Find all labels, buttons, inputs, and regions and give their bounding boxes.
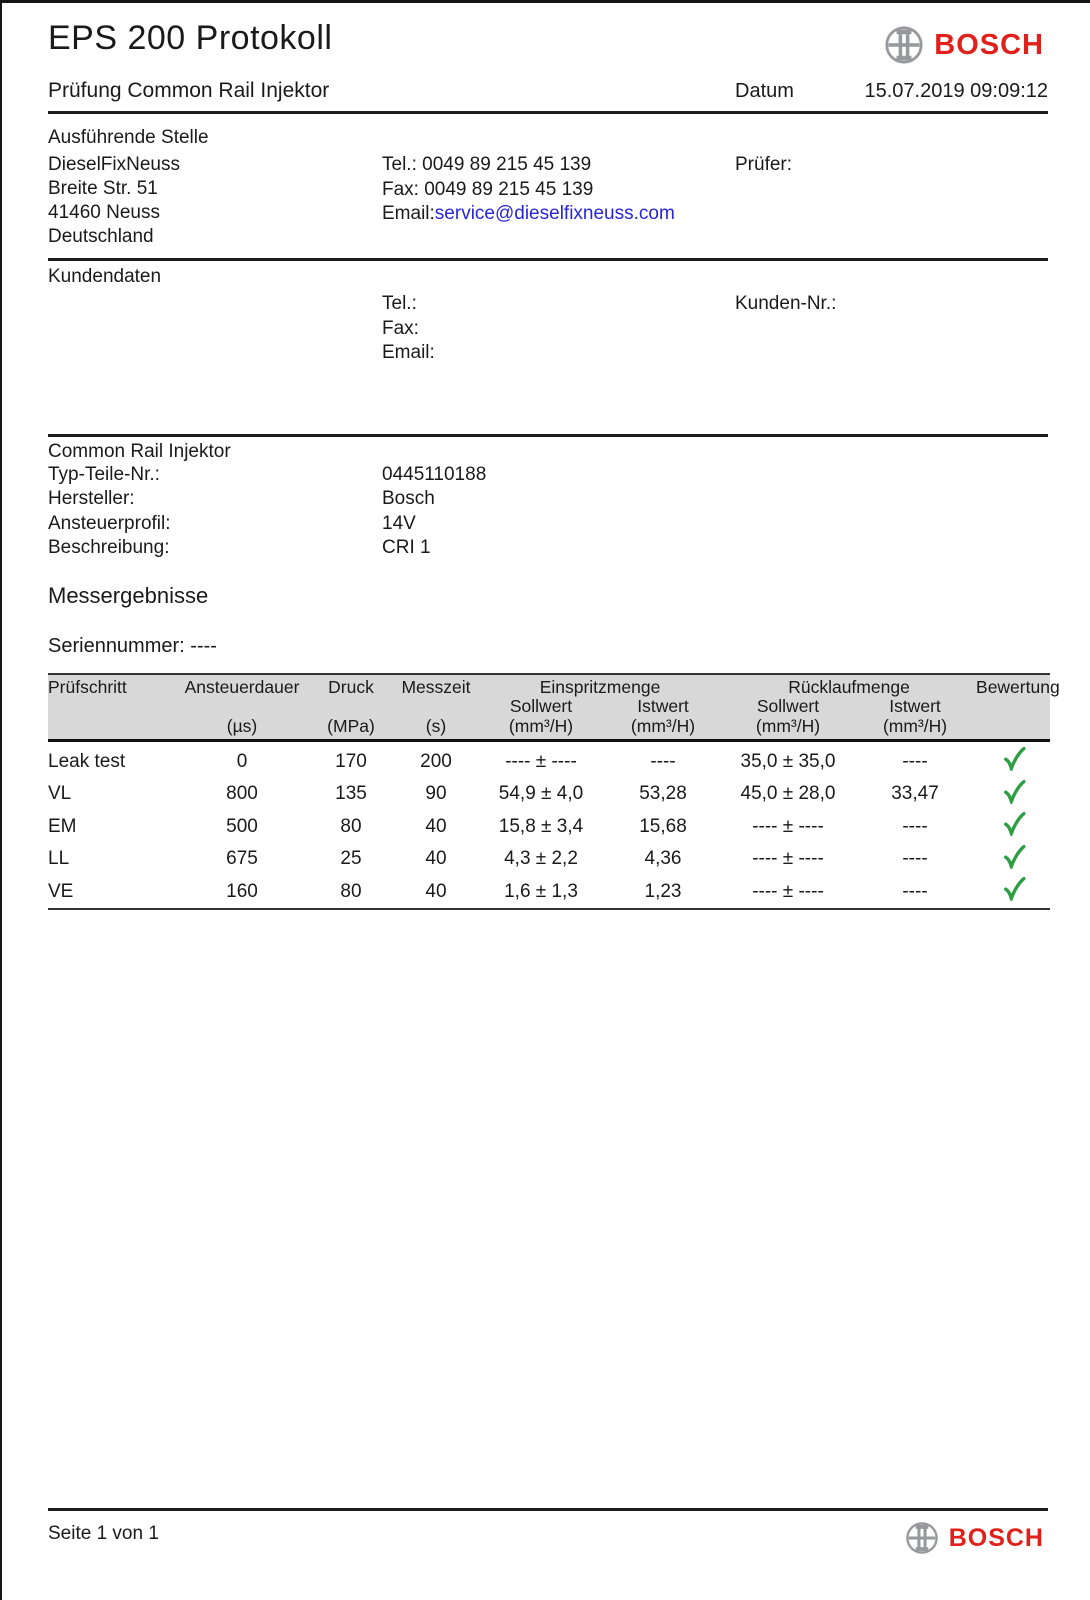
cell-rucklauf-ist: ---- [902, 848, 928, 869]
cell-rucklauf-soll: 35,0 ± 35,0 [722, 741, 854, 778]
customer-number-label: Kunden-Nr.: [735, 293, 837, 314]
page-title: EPS 200 Protokoll [48, 19, 333, 57]
cell-ansteuerdauer: 0 [176, 741, 308, 778]
col-header-messzeit: Messzeit [394, 674, 478, 698]
cell-messzeit: 200 [394, 741, 478, 778]
divider [48, 111, 1048, 114]
unit-mm3h: (mm³/H) [508, 715, 574, 736]
part-number-value: 0445110188 [382, 463, 487, 485]
table-row-em [48, 810, 1050, 843]
subheader-sollwert-rucklauf: Sollwert [756, 696, 820, 716]
cell-rucklauf-soll: ---- ± ---- [752, 848, 824, 869]
cell-rucklauf-soll: ---- ± ---- [752, 880, 824, 902]
cell-einspritz-soll: 1,6 ± 1,3 [504, 880, 578, 902]
cell-messzeit: 90 [425, 783, 447, 804]
subheader-istwert-einspritz: Istwert [637, 696, 689, 716]
subheader-istwert-rucklauf: Istwert [889, 696, 941, 716]
col-header-ansteuerdauer: Ansteuerdauer [176, 674, 308, 698]
cell-rucklauf-soll: ---- ± ---- [752, 815, 824, 837]
footer-divider [48, 1508, 1048, 1511]
cell-druck: 25 [340, 848, 362, 869]
col-header-prufschritt: Prüfschritt [48, 674, 176, 698]
brand-wordmark: BOSCH [934, 28, 1044, 61]
provider-email-link[interactable]: service@dieselfixneuss.com [434, 203, 675, 224]
subtitle-row [48, 79, 1048, 103]
provider-tel-value: 0049 89 215 45 139 [422, 154, 592, 175]
cell-druck: 170 [308, 741, 394, 778]
profile-label: Ansteuerprofil: [48, 512, 171, 534]
bosch-armature-icon [905, 1521, 939, 1555]
cell-einspritz-ist: 53,28 [639, 783, 687, 804]
provider-tel-label: Tel.: [382, 154, 417, 175]
cell-einspritz-soll: ---- ± ---- [478, 741, 604, 778]
provider-fax-label: Fax: [382, 178, 419, 200]
provider-address [48, 153, 382, 249]
description-label: Beschreibung: [48, 537, 170, 558]
cell-prufschritt: LL [48, 848, 70, 869]
table-header [48, 674, 1060, 741]
provider-section-title: Ausführende Stelle [48, 127, 209, 148]
cell-einspritz-soll: 4,3 ± 2,2 [504, 848, 578, 869]
page-footer [48, 1508, 1048, 1555]
subheader-sollwert-einspritz: Sollwert [509, 696, 573, 716]
cell-prufschritt: VE [48, 880, 74, 902]
cell-einspritz-ist: ---- [604, 741, 722, 778]
unit-microseconds: (µs) [226, 715, 258, 736]
cell-einspritz-ist: 1,23 [644, 880, 682, 902]
cell-rucklauf-ist: ---- [902, 815, 928, 837]
cell-ansteuerdauer: 675 [226, 848, 258, 869]
provider-email-label: Email: [382, 203, 435, 224]
customer-contact [382, 292, 735, 366]
page-number: Seite 1 von 1 [48, 1523, 159, 1544]
table-row-ve [48, 875, 1050, 909]
check-icon [1001, 810, 1025, 844]
check-icon [1001, 777, 1025, 811]
table-row-leak-test [48, 741, 1050, 778]
injector-profile-row [48, 512, 1048, 537]
table-row-vl [48, 778, 1050, 811]
header [48, 19, 1048, 65]
examiner-label: Prüfer: [735, 154, 793, 175]
divider [48, 258, 1048, 261]
customer-section [48, 266, 1048, 366]
cell-messzeit: 40 [425, 880, 447, 902]
brand-wordmark: BOSCH [948, 1523, 1044, 1552]
injector-section-title: Common Rail Injektor [48, 440, 231, 462]
cell-druck: 135 [335, 783, 367, 804]
unit-seconds: (s) [425, 715, 447, 736]
check-icon [1001, 875, 1025, 909]
cell-druck: 80 [340, 815, 362, 837]
provider-contact [382, 153, 735, 249]
injector-section [48, 441, 1048, 561]
check-icon [1001, 842, 1025, 876]
results-heading: Messergebnisse [48, 582, 209, 608]
col-header-rucklaufmenge: Rücklaufmenge [722, 674, 976, 698]
profile-value: 14V [382, 512, 416, 534]
cell-druck: 80 [340, 880, 362, 902]
bosch-logo-footer [905, 1521, 1044, 1555]
measurements-table [48, 673, 1060, 910]
manufacturer-label: Hersteller: [48, 488, 135, 509]
customer-address [48, 292, 382, 366]
customer-tel-label: Tel.: [382, 293, 417, 314]
col-header-bewertung: Bewertung [976, 674, 1050, 698]
cell-prufschritt: Leak test [48, 741, 176, 778]
bosch-armature-icon [884, 25, 924, 65]
unit-mm3h: (mm³/H) [882, 715, 948, 736]
unit-mpa: (MPa) [327, 715, 375, 736]
customer-email-label: Email: [382, 342, 435, 363]
provider-country: Deutschland [48, 226, 154, 247]
injector-manufacturer-row [48, 487, 1048, 512]
bosch-logo [884, 25, 1044, 65]
description-value: CRI 1 [382, 537, 431, 558]
divider [48, 434, 1048, 437]
customer-fax-label: Fax: [382, 317, 419, 339]
customer-section-title: Kundendaten [48, 266, 162, 287]
cell-messzeit: 40 [425, 815, 447, 837]
examiner-field [735, 153, 1048, 249]
provider-city: 41460 Neuss [48, 202, 160, 223]
table-row-ll [48, 843, 1050, 876]
cell-einspritz-soll: 15,8 ± 3,4 [498, 815, 584, 837]
cell-prufschritt: EM [48, 815, 77, 837]
provider-street: Breite Str. 51 [48, 178, 158, 199]
part-number-label: Typ-Teile-Nr.: [48, 463, 160, 485]
unit-mm3h: (mm³/H) [755, 715, 821, 736]
cell-prufschritt: VL [48, 783, 72, 804]
cell-ansteuerdauer: 800 [226, 783, 258, 804]
manufacturer-value: Bosch [382, 488, 435, 509]
serial-number-line: Seriennummer: ---- [48, 634, 217, 657]
cell-ansteuerdauer: 500 [226, 815, 258, 837]
cell-rucklauf-soll: 45,0 ± 28,0 [740, 783, 836, 804]
check-icon [1001, 745, 1025, 779]
cell-einspritz-ist: 15,68 [639, 815, 687, 837]
col-header-einspritzmenge: Einspritzmenge [478, 674, 722, 698]
injector-part-number-row [48, 463, 1048, 488]
cell-rucklauf-ist: ---- [854, 741, 976, 778]
cell-einspritz-soll: 54,9 ± 4,0 [498, 783, 584, 804]
cell-rucklauf-ist: 33,47 [891, 783, 939, 804]
date-label: Datum [735, 80, 794, 102]
cell-messzeit: 40 [425, 848, 447, 869]
col-header-druck: Druck [308, 674, 394, 698]
report-subtitle: Prüfung Common Rail Injektor [48, 79, 330, 102]
cell-ansteuerdauer: 160 [226, 880, 258, 902]
customer-number-field [735, 292, 1048, 366]
provider-section [48, 127, 1048, 249]
cell-einspritz-ist: 4,36 [644, 848, 682, 869]
provider-name: DieselFixNeuss [48, 154, 180, 175]
date-value: 15.07.2019 09:09:12 [864, 80, 1048, 102]
cell-rucklauf-ist: ---- [902, 880, 928, 902]
injector-description-row [48, 536, 1048, 561]
provider-fax-value: 0049 89 215 45 139 [424, 178, 594, 200]
unit-mm3h: (mm³/H) [630, 715, 696, 736]
